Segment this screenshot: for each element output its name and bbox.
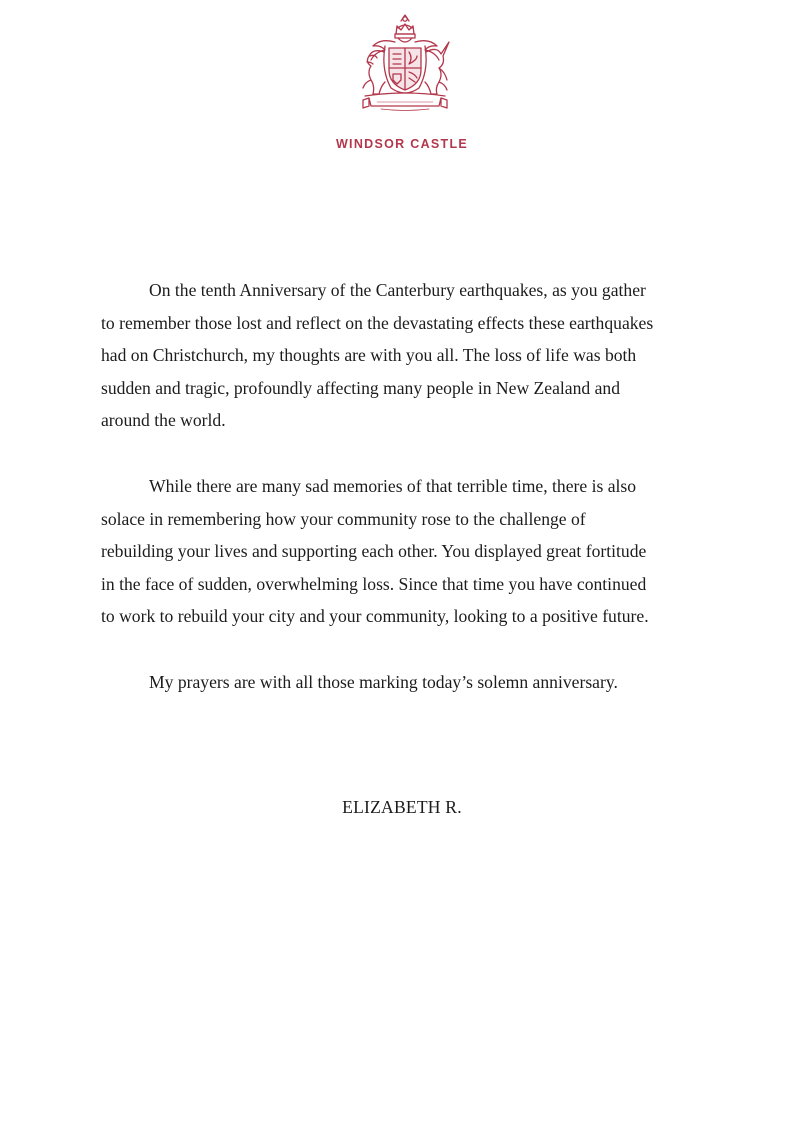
paragraph-line: On the tenth Anniversary of the Canterbury earthquakes, as you gather: [149, 280, 646, 300]
paragraph-line: My prayers are with all those marking today’s solemn anniversary.: [149, 672, 618, 692]
paragraph-line: While there are many sad memories of that terrible time, there is also: [149, 476, 637, 496]
paragraph-line: solace in remembering how your community rose to the challenge of: [101, 508, 586, 529]
paragraph-3: [101, 666, 721, 699]
paragraph-line: sudden and tragic, profoundly affecting many people in New Zealand and: [101, 377, 621, 398]
paragraph-line: had on Christchurch, my thoughts are with you all. The loss of life was both: [101, 345, 637, 365]
paragraph-line: in the face of sudden, overwhelming loss. Since that time you have continued: [101, 573, 647, 594]
signature: ELIZABETH R.: [342, 797, 462, 817]
paragraph-1: [101, 274, 721, 437]
paragraph-line: to work to rebuild your city and your community, looking to a positive future.: [101, 606, 649, 626]
paragraph-line: around the world.: [101, 410, 226, 430]
paragraph-line: to remember those lost and reflect on the devastating effects these earthquakes: [101, 312, 654, 333]
royal-coat-of-arms-icon: [351, 12, 459, 112]
letterhead-title: WINDSOR CASTLE: [335, 137, 469, 151]
paragraph-line: rebuilding your lives and supporting each other. You displayed great fortitude: [101, 541, 647, 561]
paragraph-2: [101, 470, 721, 633]
